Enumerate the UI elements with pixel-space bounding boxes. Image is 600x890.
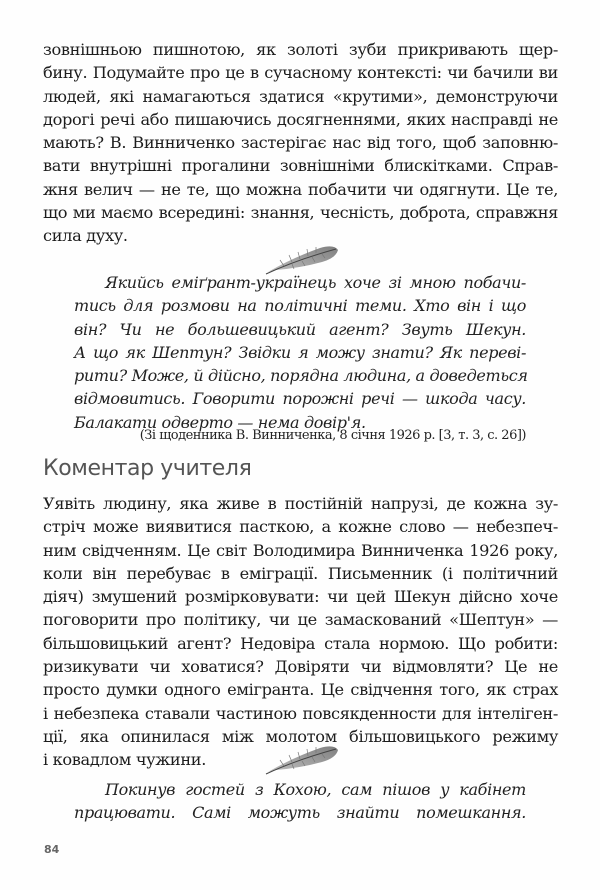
quote-line: працювати. Самі можуть знайти помешкання.: [74, 803, 526, 823]
text-line: просто думки одного емігранта. Це свідчення того, як страх: [43, 680, 558, 700]
text-line: ризикувати чи ховатися? Довіряти чи відмовляти? Це не: [43, 657, 558, 677]
quote-line: Якийсь еміґрант-українець хоче зі мною побачи-: [105, 273, 526, 292]
commentary-paragraph: [43, 492, 558, 772]
page-number: 84: [44, 843, 60, 856]
quote-line: А що як Шептун? Звідки я можу знати? Як переві-: [74, 342, 526, 362]
text-line: що ми маємо всередині: знання, чесність, доброта, справжня: [43, 203, 558, 223]
commentary-text: [43, 492, 558, 772]
text-line: поговорити про політику, чи це замаскований «Шептун» —: [43, 610, 558, 630]
quote-line: рити? Може, й дійсно, порядна людина, а доведеться: [74, 366, 528, 386]
text-line: стріч може виявитися пасткою, а кожне слово — небезпеч-: [43, 517, 558, 537]
text-line: бину. Подумайте про це в сучасному контексті: чи бачили ви: [43, 63, 558, 83]
text-line: жня велич — не те, що можна побачити чи одягнути. Це те,: [43, 179, 558, 199]
text-line: діяч) змушений розмірковувати: чи цей Шекун дійсно хоче: [43, 587, 558, 607]
text-line: вати внутрішні прогалини зовнішніми блискітками. Справ-: [43, 156, 558, 176]
text-line: ції, яка опинилася між молотом більшовицького режиму: [43, 726, 558, 746]
quote-source: (Зі щоденника В. Винниченка, 8 січня 1926 р. [3, т. 3, с. 26]): [139, 428, 526, 443]
quote-line: тись для розмови на політичні теми. Хто він і що: [74, 296, 526, 316]
quote-line: Покинув гостей з Кохою, сам пішов у кабінет: [105, 780, 526, 799]
diary-quote-2: [74, 778, 526, 825]
diary-quote: [74, 271, 526, 434]
intro-text: [43, 38, 558, 248]
quote-line: Балакати одверто — нема довір'я.: [74, 412, 366, 432]
text-line: коли він перебуває в еміграції. Письменник (і політичний: [43, 563, 558, 583]
text-line: дорогі речі або пишаючись досягненнями, яких насправді не: [43, 109, 558, 129]
text-line: і ковадлом чужини.: [43, 750, 207, 770]
quote-line: відмовитись. Говорити порожні речі — шкода часу.: [74, 389, 526, 409]
text-line: Уявіть людину, яка живе в постійній напрузі, де кожна зу-: [43, 494, 558, 513]
text-line: сила духу.: [43, 226, 128, 246]
text-line: зовнішньою пишнотою, як золоті зуби прикривають щер-: [43, 40, 558, 59]
text-line: мають? В. Винниченко застерігає нас від того, щоб заповню-: [43, 133, 558, 153]
text-line: людей, які намагаються здатися «крутими», демонструючи: [43, 86, 558, 106]
section-heading: Коментар учителя: [43, 456, 252, 481]
text-line: ним свідченням. Це світ Володимира Винниченка 1926 року,: [43, 540, 558, 560]
feather-icon: [262, 740, 342, 776]
intro-paragraph: [43, 38, 558, 248]
quote-line: він? Чи не большевицький агент? Звуть Шекун.: [74, 319, 526, 339]
text-line: і небезпека ставали частиною повсякденности для інтеліген-: [43, 703, 558, 723]
text-line: більшовицький агент? Недовіра стала нормою. Що робити:: [43, 633, 558, 653]
